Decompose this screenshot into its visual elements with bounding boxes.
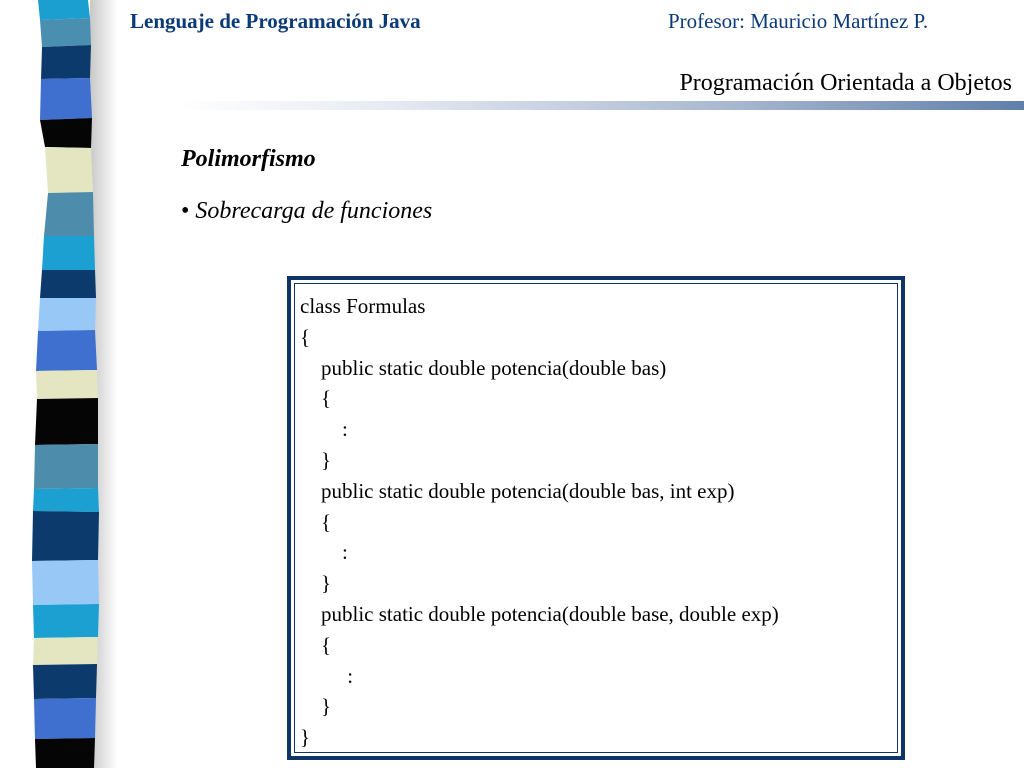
stripe	[33, 664, 97, 699]
stripe-pattern	[0, 0, 118, 768]
code-line: {	[300, 386, 332, 411]
stripe	[35, 398, 98, 445]
code-line: :	[300, 540, 348, 565]
header-divider	[178, 101, 1024, 110]
stripe	[36, 370, 98, 399]
bullet-text: Sobrecarga de funciones	[195, 198, 433, 224]
stripe	[35, 738, 95, 768]
section-title: Programación Orientada a Objetos	[679, 70, 1012, 96]
code-listing	[300, 291, 779, 753]
code-line: }	[300, 694, 332, 719]
stripe	[34, 698, 96, 739]
stripe	[33, 604, 99, 638]
code-line: {	[300, 509, 332, 534]
stripe	[40, 78, 92, 120]
stripe	[38, 298, 96, 331]
stripe	[33, 488, 99, 512]
stripe	[41, 45, 91, 79]
stripe	[32, 511, 99, 561]
code-line: :	[300, 663, 354, 688]
stripe	[33, 637, 98, 665]
stripe	[40, 18, 91, 47]
code-line: public static double potencia(double bas, int exp)	[300, 478, 735, 503]
stripe	[42, 236, 95, 270]
topic-heading: Polimorfismo	[181, 146, 316, 172]
professor-name: Profesor: Mauricio Martínez P.	[668, 9, 929, 33]
code-line: class Formulas	[300, 294, 426, 318]
stripe	[32, 560, 99, 605]
course-title: Lenguaje de Programación Java	[130, 9, 421, 33]
stripe	[36, 330, 97, 371]
code-line: public static double potencia(double base, double exp)	[300, 601, 779, 626]
stripe	[38, 0, 90, 20]
code-line: }	[300, 725, 311, 750]
code-line: :	[300, 417, 348, 442]
code-line: }	[300, 447, 332, 472]
stripe	[34, 444, 98, 489]
code-line: }	[300, 571, 332, 596]
code-line: {	[300, 324, 311, 349]
bullet-marker: •	[181, 198, 190, 224]
code-line: public static double potencia(double bas)	[300, 355, 667, 380]
stripe	[44, 192, 94, 236]
code-box	[287, 276, 905, 760]
stripe	[40, 118, 92, 148]
code-line: {	[300, 632, 332, 657]
bullet-item	[181, 198, 432, 225]
decorative-stripe-band	[0, 0, 118, 768]
stripe	[45, 147, 93, 193]
stripe	[40, 270, 96, 298]
